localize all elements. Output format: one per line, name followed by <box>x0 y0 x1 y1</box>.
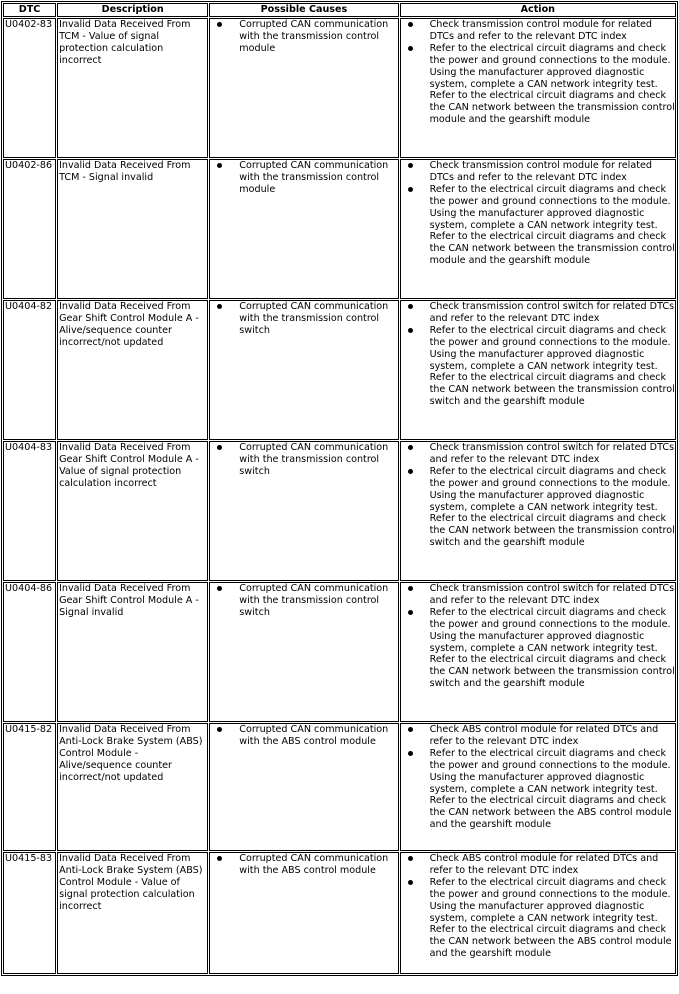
actions <box>400 852 676 974</box>
cause-item: Corrupted CAN communication with the ABS control module <box>239 724 397 748</box>
actions <box>400 300 676 440</box>
action-item: Check transmission control switch for related DTCs and refer to the relevant DTC index <box>429 301 675 324</box>
dtc-description: Invalid Data Received From Anti-Lock Brake System (ABS) Control Module - Alive/sequence counter incorrect/not updated <box>57 723 208 851</box>
cause-item: Corrupted CAN communication with the transmission control switch <box>239 442 397 478</box>
causes-list <box>211 583 397 619</box>
possible-causes <box>209 18 398 158</box>
causes-list <box>211 724 397 748</box>
action-item: Refer to the electrical circuit diagrams and check the power and ground connections to the module. Using the manufacturer approved diagnostic system, complete a CAN network integrity test. Refer to the electrical circuit diagrams and check the CAN network between the transmission control switch and the gearshift module <box>429 465 675 549</box>
action-item: Check transmission control switch for related DTCs and refer to the relevant DTC index <box>429 583 675 606</box>
table-row <box>3 300 676 440</box>
action-item: Check transmission control module for related DTCs and refer to the relevant DTC index <box>430 160 675 184</box>
dtc-code: U0404-83 <box>3 441 56 581</box>
table-body <box>3 18 676 974</box>
action-item: Refer to the electrical circuit diagrams and check the power and ground connections to the module. Using the manufacturer approved diagnostic system, complete a CAN network integrity test. Refer to the electrical circuit diagrams and check the CAN network between the ABS control module and the gearshift module <box>430 748 675 831</box>
table-row <box>3 18 676 158</box>
actions-list <box>402 583 675 690</box>
action-item: Check transmission control switch for related DTCs and refer to the relevant DTC index <box>429 442 675 465</box>
cause-item: Corrupted CAN communication with the ABS control module <box>239 853 397 877</box>
cause-item: Corrupted CAN communication with the transmission control switch <box>239 301 397 337</box>
table-row <box>3 723 676 851</box>
cause-item: Corrupted CAN communication with the transmission control module <box>239 160 397 196</box>
action-item: Check ABS control module for related DTCs and refer to the relevant DTC index <box>430 724 675 748</box>
actions <box>400 582 676 722</box>
action-item: Refer to the electrical circuit diagrams and check the power and ground connections to the module. Using the manufacturer approved diagnostic system, complete a CAN network integrity test. Refer to the electrical circuit diagrams and check the CAN network between the transmission control switch and the gearshift module <box>429 324 675 408</box>
header-action: Action <box>400 3 676 17</box>
dtc-description: Invalid Data Received From Gear Shift Control Module A - Value of signal protection calculation incorrect <box>57 441 208 581</box>
actions-list <box>402 442 675 549</box>
dtc-code: U0415-82 <box>3 723 56 851</box>
possible-causes <box>209 441 398 581</box>
header-description: Description <box>57 3 208 17</box>
actions-list <box>402 724 675 831</box>
table-row <box>3 852 676 974</box>
action-item: Refer to the electrical circuit diagrams and check the power and ground connections to the module. Using the manufacturer approved diagnostic system, complete a CAN network integrity test. Refer to the electrical circuit diagrams and check the CAN network between the transmission control module and the gearshift module <box>429 183 675 267</box>
dtc-code: U0402-83 <box>3 18 56 158</box>
causes-list <box>211 442 397 478</box>
actions-list <box>402 853 675 960</box>
action-item: Refer to the electrical circuit diagrams and check the power and ground connections to the module. Using the manufacturer approved diagnostic system, complete a CAN network integrity test. Refer to the electrical circuit diagrams and check the CAN network between the transmission control switch and the gearshift module <box>429 606 675 690</box>
actions-list <box>402 301 675 408</box>
possible-causes <box>209 159 398 299</box>
dtc-description: Invalid Data Received From Gear Shift Control Module A - Signal invalid <box>57 582 208 722</box>
dtc-code: U0404-82 <box>3 300 56 440</box>
actions-list <box>402 160 675 267</box>
possible-causes <box>209 300 398 440</box>
possible-causes <box>209 723 398 851</box>
causes-list <box>211 19 397 55</box>
header-dtc: DTC <box>3 3 56 17</box>
possible-causes <box>209 582 398 722</box>
actions-list <box>402 19 675 126</box>
causes-list <box>211 301 397 337</box>
possible-causes <box>209 852 398 974</box>
causes-list <box>211 853 397 877</box>
dtc-code: U0402-86 <box>3 159 56 299</box>
dtc-description: Invalid Data Received From Gear Shift Control Module A - Alive/sequence counter incorrect/not updated <box>57 300 208 440</box>
action-item: Check ABS control module for related DTCs and refer to the relevant DTC index <box>430 853 675 877</box>
table-row <box>3 441 676 581</box>
cause-item: Corrupted CAN communication with the transmission control switch <box>239 583 397 619</box>
actions <box>400 159 676 299</box>
actions <box>400 18 676 158</box>
cause-item: Corrupted CAN communication with the transmission control module <box>239 19 397 55</box>
table-row <box>3 159 676 299</box>
dtc-code: U0404-86 <box>3 582 56 722</box>
header-row <box>3 3 676 17</box>
dtc-code: U0415-83 <box>3 852 56 974</box>
action-item: Check transmission control module for related DTCs and refer to the relevant DTC index <box>430 19 675 43</box>
actions <box>400 441 676 581</box>
table-header <box>3 3 676 17</box>
actions <box>400 723 676 851</box>
header-possible-causes: Possible Causes <box>209 3 398 17</box>
dtc-description: Invalid Data Received From TCM - Signal invalid <box>57 159 208 299</box>
causes-list <box>211 160 397 196</box>
action-item: Refer to the electrical circuit diagrams and check the power and ground connections to the module. Using the manufacturer approved diagnostic system, complete a CAN network integrity test. Refer to the electrical circuit diagrams and check the CAN network between the transmission control module and the gearshift module <box>429 42 675 126</box>
dtc-table <box>1 1 678 976</box>
dtc-description: Invalid Data Received From TCM - Value of signal protection calculation incorrect <box>57 18 208 158</box>
table-row <box>3 582 676 722</box>
dtc-description: Invalid Data Received From Anti-Lock Brake System (ABS) Control Module - Value of signal protection calculation incorrect <box>57 852 208 974</box>
action-item: Refer to the electrical circuit diagrams and check the power and ground connections to the module. Using the manufacturer approved diagnostic system, complete a CAN network integrity test. Refer to the electrical circuit diagrams and check the CAN network between the ABS control module and the gearshift module <box>430 877 675 960</box>
